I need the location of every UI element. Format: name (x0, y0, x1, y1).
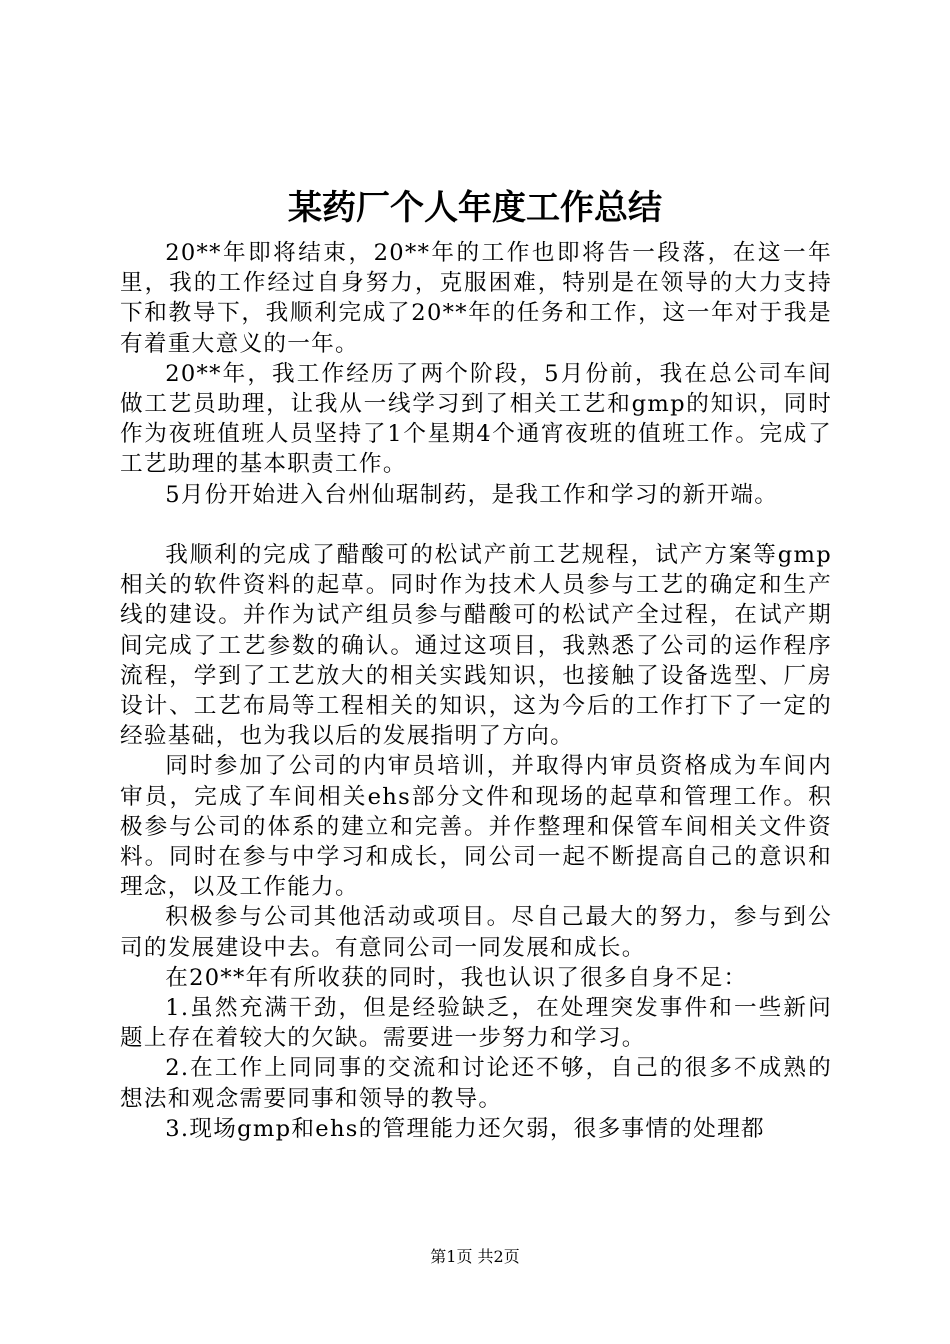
document-body (120, 238, 832, 1144)
paragraph-shortcoming-3: 3.现场gmp和ehs的管理能力还欠弱，很多事情的处理都 (165, 1115, 765, 1142)
paragraph-shortcoming-1: 1.虽然充满干劲，但是经验缺乏，在处理突发事件和一些新问题上存在着较大的欠缺。需要进一步努力和学习。 (120, 995, 832, 1052)
paragraph-intro: 20**年即将结束，20**年的工作也即将告一段落，在这一年里，我的工作经过自身努力，克服困难，特别是在领导的大力支持下和教导下，我顺利完成了20**年的任务和工作，这一年对于我是有着重大意义的一年。 (120, 240, 832, 357)
paragraph-trial-production: 我顺利的完成了醋酸可的松试产前工艺规程，试产方案等gmp相关的软件资料的起草。同时作为技术人员参与工艺的确定和生产线的建设。并作为试产组员参与醋酸可的松试产全过程，在试产期间完成了工艺参数的确认。通过这项目，我熟悉了公司的运作程序流程，学到了工艺放大的相关实践知识，也接触了设备选型、厂房设计、工艺布局等工程相关的知识，这为今后的工作打下了一定的经验基础，也为我以后的发展指明了方向。 (120, 542, 832, 750)
document-title: 某药厂个人年度工作总结 (288, 188, 662, 228)
paragraph-spacer (120, 510, 832, 540)
paragraph-other-activities: 积极参与公司其他活动或项目。尽自己最大的努力，参与到公司的发展建设中去。有意同公司一同发展和成长。 (120, 904, 832, 961)
paragraph-new-start: 5月份开始进入台州仙琚制药，是我工作和学习的新开端。 (165, 481, 779, 508)
paragraph-shortcomings-intro: 在20**年有所收获的同时，我也认识了很多自身不足： (165, 964, 748, 991)
paragraph-shortcoming-2: 2.在工作上同同事的交流和讨论还不够，自己的很多不成熟的想法和观念需要同事和领导的教导。 (120, 1055, 832, 1112)
paragraph-internal-audit: 同时参加了公司的内审员培训，并取得内审员资格成为车间内审员，完成了车间相关ehs部分文件和现场的起草和管理工作。积极参与公司的体系的建立和完善。并作整理和保管车间相关文件资料。同时在参与中学习和成长，同公司一起不断提高自己的意识和理念，以及工作能力。 (120, 753, 832, 901)
paragraph-two-stages: 20**年，我工作经历了两个阶段，5月份前，我在总公司车间做工艺员助理，让我从一线学习到了相关工艺和gmp的知识，同时作为夜班值班人员坚持了1个星期4个通宵夜班的值班工作。完成了工艺助理的基本职责工作。 (120, 360, 832, 478)
page-number-footer: 第1页 共2页 (430, 1247, 520, 1266)
